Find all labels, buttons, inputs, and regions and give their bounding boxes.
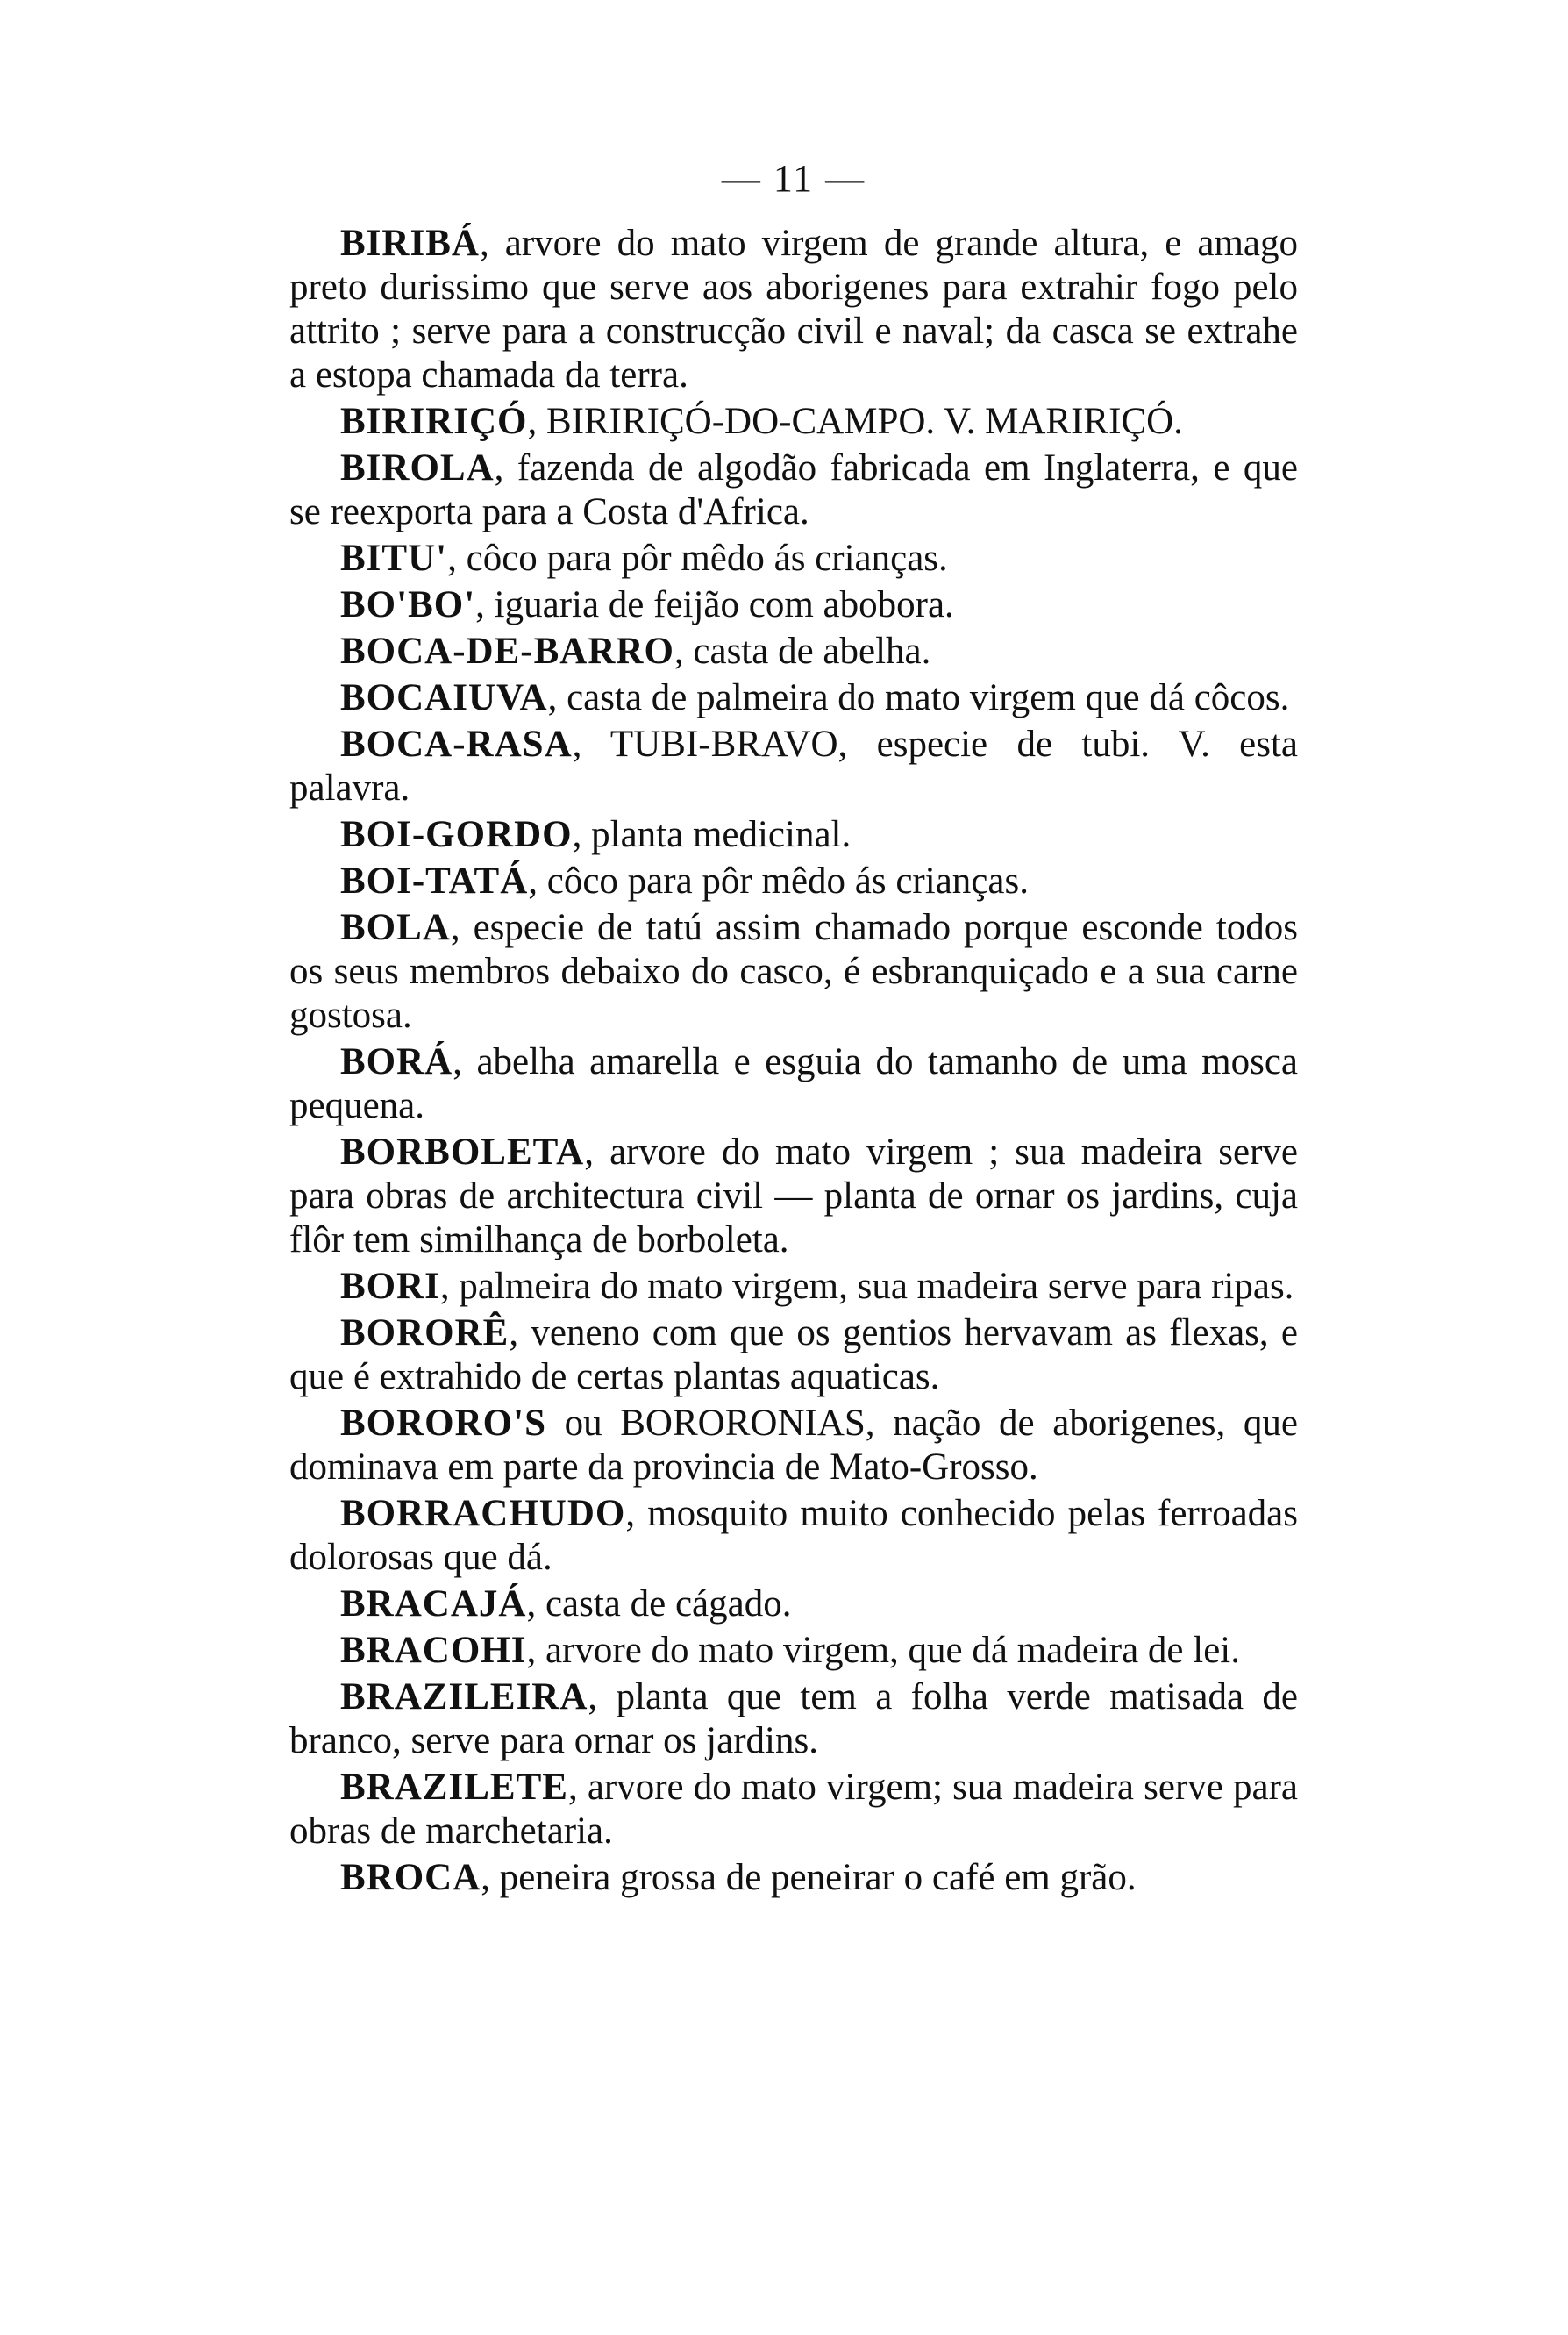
entry-term: BOCA-RASA <box>340 724 573 765</box>
dictionary-entry <box>289 1311 1298 1399</box>
entry-definition: , BIRIRIÇÓ-DO-CAMPO. V. MARIRIÇÓ. <box>527 401 1183 442</box>
entry-term: BORORO'S <box>340 1403 546 1444</box>
dictionary-entry <box>289 630 1298 674</box>
dictionary-entry <box>289 1856 1298 1900</box>
dictionary-entries <box>289 222 1298 1900</box>
entry-term: BORRACHUDO <box>340 1493 626 1534</box>
entry-term: BOI-TATÁ <box>340 860 529 902</box>
entry-definition: , arvore do mato virgem ; sua madeira serve para obras de architectura civil — planta de ornar os jardins, cuja flôr tem similhança de borboleta. <box>289 1132 1298 1260</box>
dictionary-entry <box>289 1675 1298 1763</box>
dictionary-entry <box>289 813 1298 857</box>
dictionary-entry <box>289 537 1298 581</box>
entry-term: BRACAJÁ <box>340 1583 527 1625</box>
entry-definition: , arvore do mato virgem, que dá madeira de lei. <box>526 1630 1240 1671</box>
entry-term: BIRIRIÇÓ <box>340 401 528 442</box>
dictionary-entry <box>289 446 1298 534</box>
entry-definition: , veneno com que os gentios hervavam as flexas, e que é extrahido de certas plantas aquaticas. <box>289 1312 1298 1397</box>
dictionary-entry <box>289 860 1298 903</box>
entry-term: BRAZILETE <box>340 1767 568 1808</box>
dictionary-entry <box>289 400 1298 444</box>
entry-term: BROCA <box>340 1857 481 1898</box>
entry-term: BOLA <box>340 907 451 948</box>
book-page <box>289 156 1298 1903</box>
dictionary-entry <box>289 723 1298 810</box>
entry-definition: , casta de palmeira do mato virgem que dá côcos. <box>547 677 1290 718</box>
dictionary-entry <box>289 1040 1298 1128</box>
entry-term: BORI <box>340 1266 440 1307</box>
dictionary-entry <box>289 222 1298 397</box>
entry-definition: , casta de abelha. <box>674 631 931 672</box>
entry-term: BIRIBÁ <box>340 223 480 264</box>
dictionary-entry <box>289 1402 1298 1489</box>
entry-definition: , mosquito muito conhecido pelas ferroadas dolorosas que dá. <box>289 1493 1298 1578</box>
dictionary-entry <box>289 1492 1298 1580</box>
entry-definition: , planta que tem a folha verde matisada de branco, serve para ornar os jardins. <box>289 1676 1298 1761</box>
entry-definition: , planta medicinal. <box>572 814 852 855</box>
entry-definition: , arvore do mato virgem de grande altura, e amago preto durissimo que serve aos aborigenes para extrahir fogo pelo attrito ; serve para a construcção civil e naval; da casca se extrahe a estopa chamada da terra. <box>289 223 1298 396</box>
entry-term: BIROLA <box>340 447 495 489</box>
dictionary-entry <box>289 1766 1298 1853</box>
entry-definition: , casta de cágado. <box>526 1583 792 1625</box>
entry-term: BRAZILEIRA <box>340 1676 588 1717</box>
dictionary-entry <box>289 676 1298 720</box>
entry-definition: , côco para pôr mêdo ás crianças. <box>447 538 948 579</box>
entry-term: BRACOHI <box>340 1630 527 1671</box>
dictionary-entry <box>289 906 1298 1038</box>
dictionary-entry <box>289 583 1298 627</box>
entry-definition: , côco para pôr mêdo ás crianças. <box>528 860 1029 902</box>
entry-term: BOI-GORDO <box>340 814 573 855</box>
entry-term: BORBOLETA <box>340 1132 585 1173</box>
entry-term: BORÁ <box>340 1041 453 1082</box>
dictionary-entry <box>289 1265 1298 1309</box>
entry-definition: , especie de tatú assim chamado porque esconde todos os seus membros debaixo do casco, é esbranquiçado e a sua carne gostosa. <box>289 907 1298 1036</box>
dictionary-entry <box>289 1582 1298 1626</box>
entry-definition: , palmeira do mato virgem, sua madeira serve para ripas. <box>439 1266 1294 1307</box>
entry-definition: ou BORORONIAS, nação de aborigenes, que dominava em parte da provincia de Mato-Grosso. <box>289 1403 1298 1488</box>
entry-term: BORORÊ <box>340 1312 510 1353</box>
entry-term: BOCA-DE-BARRO <box>340 631 674 672</box>
entry-definition: , peneira grossa de peneirar o café em grão. <box>481 1857 1137 1898</box>
entry-definition: , TUBI-BRAVO, especie de tubi. V. esta palavra. <box>289 724 1298 809</box>
entry-definition: , fazenda de algodão fabricada em Inglaterra, e que se reexporta para a Costa d'Africa. <box>289 447 1298 532</box>
dictionary-entry <box>289 1131 1298 1262</box>
page-number: — 11 — <box>721 157 866 200</box>
entry-definition: , iguaria de feijão com abobora. <box>475 584 954 625</box>
entry-term: BITU' <box>340 538 448 579</box>
entry-definition: , arvore do mato virgem; sua madeira serve para obras de marchetaria. <box>289 1767 1298 1852</box>
entry-term: BO'BO' <box>340 584 476 625</box>
dictionary-entry <box>289 1629 1298 1673</box>
entry-definition: , abelha amarella e esguia do tamanho de uma mosca pequena. <box>289 1041 1298 1126</box>
entry-term: BOCAIUVA <box>340 677 548 718</box>
